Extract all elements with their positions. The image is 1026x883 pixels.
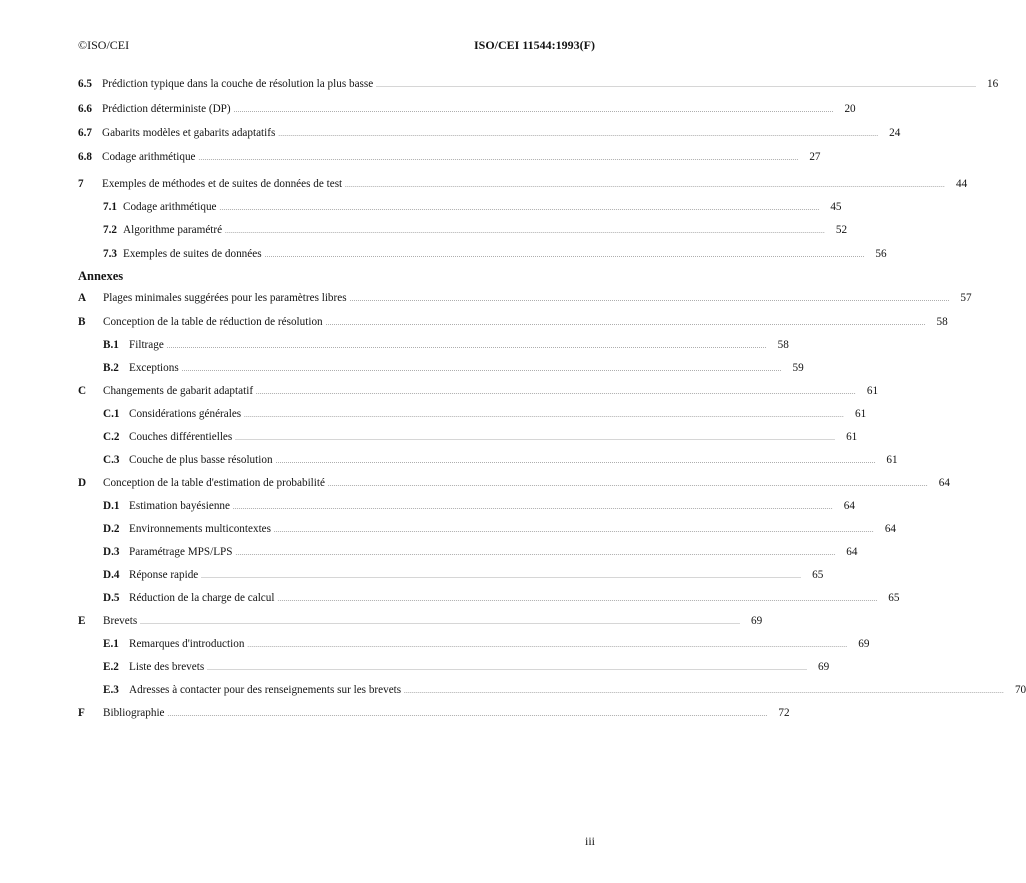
toc-page: 69 — [751, 615, 763, 627]
toc-page: 70 — [1014, 684, 1026, 696]
toc-title: Conception de la table d'estimation de probabilité — [103, 477, 325, 489]
toc-page: 65 — [888, 592, 900, 604]
toc-number: 7.1 — [103, 201, 117, 213]
toc-number: 7 — [78, 178, 84, 190]
toc-page: 44 — [955, 178, 968, 190]
toc-entry — [78, 103, 856, 117]
toc-number: D.4 — [103, 569, 120, 581]
toc-leader: ............................................................................................................................................................................................................................................................................................................ — [247, 643, 848, 649]
toc-page: 64 — [843, 500, 855, 512]
toc-number: E.2 — [103, 661, 119, 673]
toc-page: 69 — [818, 661, 830, 673]
toc-title: Prédiction déterministe (DP) — [102, 103, 231, 115]
toc-number: 6.7 — [78, 127, 92, 139]
toc-title: Liste des brevets — [129, 661, 205, 673]
toc-page: 56 — [875, 248, 887, 260]
toc-entry — [78, 523, 896, 537]
toc-entry — [78, 638, 870, 652]
toc-leader: ............................................................................................................................................................................................................................................................................................................ — [207, 666, 808, 672]
toc-entry — [78, 292, 972, 306]
toc-number: 7.2 — [103, 224, 117, 236]
toc-entry — [78, 224, 848, 238]
annexes-heading: Annexes — [78, 269, 124, 283]
toc-number: D.2 — [103, 523, 120, 535]
toc-title: Brevets — [103, 615, 138, 627]
toc-page: 69 — [858, 638, 870, 650]
toc-title: Changements de gabarit adaptatif — [103, 385, 254, 397]
toc-leader: ............................................................................................................................................................................................................................................................................................................ — [325, 321, 926, 327]
toc-leader: ............................................................................................................................................................................................................................................................................................................ — [274, 528, 874, 534]
toc-page: 61 — [866, 385, 879, 397]
toc-title: Algorithme paramétré — [123, 224, 223, 236]
toc-page: 64 — [938, 477, 950, 489]
toc-title: Remarques d'introduction — [129, 638, 245, 650]
toc-title: Adresses à contacter pour des renseignements sur les brevets — [129, 684, 402, 696]
toc-number: F — [78, 707, 85, 719]
toc-page: 58 — [936, 316, 948, 328]
toc-title: Réponse rapide — [129, 569, 199, 581]
toc-entry — [78, 615, 763, 629]
toc-number: D.1 — [103, 500, 120, 512]
toc-entry — [78, 178, 968, 192]
toc-page: 59 — [792, 362, 804, 374]
toc-number: E — [78, 615, 86, 627]
toc-page: 16 — [987, 78, 999, 90]
toc-leader: ............................................................................................................................................................................................................................................................................................................ — [345, 183, 946, 189]
toc-leader: ............................................................................................................................................................................................................................................................................................................ — [256, 390, 857, 396]
toc-title: Prédiction typique dans la couche de résolution la plus basse — [102, 78, 374, 90]
toc-number: 7.3 — [103, 248, 117, 260]
toc-leader: ............................................................................................................................................................................................................................................................................................................ — [198, 156, 799, 162]
toc-entry — [78, 316, 948, 330]
toc-leader: ............................................................................................................................................................................................................................................................................................................ — [232, 505, 833, 511]
toc-page: 58 — [777, 339, 789, 351]
toc-leader: ............................................................................................................................................................................................................................................................................................................ — [201, 574, 802, 580]
toc-page: 64 — [884, 523, 896, 535]
toc-page: 72 — [778, 707, 790, 719]
toc-title: Paramétrage MPS/LPS — [129, 546, 233, 558]
page-number: iii — [584, 834, 595, 848]
toc-page: 61 — [854, 408, 867, 420]
toc-title: Couches différentielles — [129, 431, 233, 443]
toc-page: 27 — [809, 151, 821, 163]
toc-entry — [78, 339, 789, 353]
toc-title: Codage arithmétique — [123, 201, 217, 213]
toc-entry — [78, 385, 879, 399]
toc-number: A — [78, 292, 87, 304]
toc-entry — [78, 127, 901, 141]
toc-number: 6.5 — [78, 78, 92, 90]
toc-leader: ............................................................................................................................................................................................................................................................................................................ — [235, 436, 836, 442]
toc-entry — [78, 477, 950, 491]
toc-entry — [78, 78, 999, 92]
toc-entry — [78, 431, 858, 445]
toc-leader: ............................................................................................................................................................................................................................................................................................................ — [225, 229, 826, 235]
toc-entry — [78, 454, 898, 468]
toc-number: C.3 — [103, 454, 120, 466]
toc-page: 64 — [846, 546, 858, 558]
toc-number: 6.8 — [78, 151, 92, 163]
toc-title: Environnements multicontextes — [129, 523, 271, 535]
toc-number: D.5 — [103, 592, 120, 604]
toc-page: 52 — [835, 224, 848, 236]
toc-entry — [78, 500, 855, 514]
toc-leader: ............................................................................................................................................................................................................................................................................................................ — [349, 297, 950, 303]
toc-number: C — [78, 385, 87, 397]
toc-leader: ............................................................................................................................................................................................................................................................................................................ — [166, 344, 767, 350]
toc-number: E.3 — [103, 684, 119, 696]
toc-entry — [78, 546, 858, 560]
toc-leader: ............................................................................................................................................................................................................................................................................................................ — [278, 132, 879, 138]
toc-page: 45 — [830, 201, 842, 213]
toc-page: 61 — [886, 454, 898, 466]
toc-number: B.1 — [103, 339, 119, 351]
toc-title: Filtrage — [129, 339, 164, 351]
toc-title: Exceptions — [129, 362, 179, 374]
toc-leader: ............................................................................................................................................................................................................................................................................................................ — [235, 551, 836, 557]
toc-entry — [78, 362, 804, 376]
toc-page: 24 — [889, 127, 901, 139]
toc-leader: ............................................................................................................................................................................................................................................................................................................ — [376, 83, 977, 89]
toc-title: Codage arithmétique — [102, 151, 196, 163]
toc-entry — [78, 248, 887, 262]
toc-page: 65 — [812, 569, 824, 581]
toc-title: Réduction de la charge de calcul — [129, 592, 275, 604]
header-left: ©ISO/CEI — [78, 38, 130, 52]
toc-number: D.3 — [103, 546, 120, 558]
toc-number: D — [78, 477, 87, 489]
toc-page: 20 — [844, 103, 856, 115]
toc-entry — [78, 592, 900, 606]
toc-title: Exemples de suites de données — [123, 248, 262, 260]
toc-title: Exemples de méthodes et de suites de données de test — [102, 178, 343, 190]
toc-entry — [78, 661, 830, 675]
toc-entry — [78, 707, 790, 721]
toc-leader: ............................................................................................................................................................................................................................................................................................................ — [140, 620, 741, 626]
toc-number: B.2 — [103, 362, 119, 374]
toc-leader: ............................................................................................................................................................................................................................................................................................................ — [327, 482, 928, 488]
toc-leader: ............................................................................................................................................................................................................................................................................................................ — [275, 459, 876, 465]
toc-title: Considérations générales — [129, 408, 242, 420]
toc-leader: ............................................................................................................................................................................................................................................................................................................ — [219, 206, 820, 212]
toc-entry — [78, 684, 1026, 698]
header-right: ISO/CEI 11544:1993(F) — [473, 38, 595, 52]
toc-number: B — [78, 316, 86, 328]
toc-page: 61 — [846, 431, 858, 443]
toc-number: C.1 — [103, 408, 120, 420]
toc-entry — [78, 201, 842, 215]
toc-title: Couche de plus basse résolution — [129, 454, 273, 466]
toc-entry — [78, 408, 867, 422]
toc-entry — [78, 151, 821, 165]
toc-title: Conception de la table de réduction de résolution — [103, 316, 323, 328]
toc-title: Estimation bayésienne — [129, 500, 230, 512]
toc-leader: ............................................................................................................................................................................................................................................................................................................ — [264, 253, 865, 259]
toc-number: E.1 — [103, 638, 119, 650]
toc-title: Plages minimales suggérées pour les paramètres libres — [103, 292, 347, 304]
toc-leader: ............................................................................................................................................................................................................................................................................................................ — [233, 108, 834, 114]
toc-number: C.2 — [103, 431, 120, 443]
toc-leader: ............................................................................................................................................................................................................................................................................................................ — [167, 712, 768, 718]
toc-leader: ............................................................................................................................................................................................................................................................................................................ — [244, 413, 845, 419]
toc-title: Bibliographie — [103, 707, 165, 719]
toc-leader: ............................................................................................................................................................................................................................................................................................................ — [181, 367, 782, 373]
toc-leader: ............................................................................................................................................................................................................................................................................................................ — [404, 689, 1005, 695]
toc-number: 6.6 — [78, 103, 92, 115]
toc-leader: ............................................................................................................................................................................................................................................................................................................ — [277, 597, 878, 603]
toc-entry — [78, 569, 824, 583]
toc-title: Gabarits modèles et gabarits adaptatifs — [102, 127, 276, 139]
toc-page: 57 — [960, 292, 972, 304]
